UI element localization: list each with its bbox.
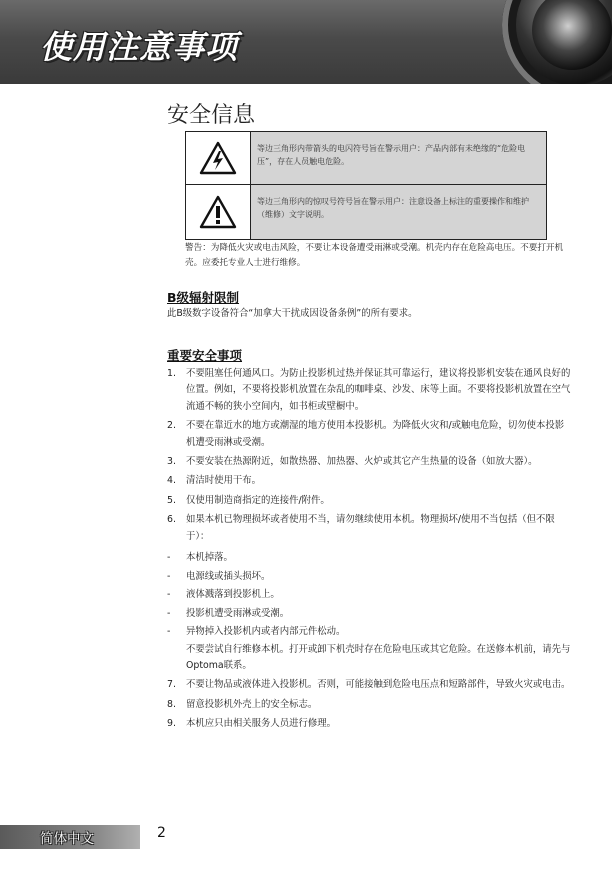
item-text: 本机应只由相关服务人员进行修理。 (186, 718, 337, 730)
item-text: 仅使用制造商指定的连接件/附件。 (186, 494, 330, 506)
bullet-dash: - (167, 589, 171, 601)
safety-instructions-list (167, 366, 572, 736)
list-item (167, 366, 572, 415)
item-text: 如果本机已物理损坏或者使用不当，请勿继续使用本机。物理损坏/使用不当包括（但不限于）： (186, 514, 555, 542)
sub-list-item (167, 586, 572, 605)
footer-language-label: 简体中文 (40, 831, 94, 847)
list-item (167, 677, 572, 693)
item-number: 4. (167, 475, 176, 487)
sub-list-item (167, 568, 572, 587)
sub-list-item (167, 623, 572, 642)
radiation-text: 此B级数字设备符合“加拿大干扰成因设备条例”的所有要求。 (167, 308, 418, 319)
item-number: 3. (167, 456, 176, 468)
warning-row-text: 等边三角形内的惊叹号符号旨在警示用户：注意设备上标注的重要操作和维护（维修）文字说明。 (251, 185, 546, 239)
list-item (167, 697, 572, 713)
bullet-dash: - (167, 626, 171, 638)
warning-row (186, 132, 546, 185)
sub-item-text: 液体溅落到投影机上。 (186, 589, 280, 601)
bullet-dash: - (167, 552, 171, 564)
repair-note: 不要尝试自行维修本机。打开或卸下机壳时存在危险电压或其它危险。在送修本机前，请先与Optoma联系。 (186, 643, 571, 671)
item-text: 清洁时使用干布。 (186, 475, 262, 487)
item-text: 留意投影机外壳上的安全标志。 (186, 698, 318, 710)
sub-item-text: 电源线或插头损坏。 (186, 570, 271, 582)
damage-sub-list (167, 549, 572, 642)
item-text: 不要让物品或液体进入投影机。否则，可能接触到危险电压点和短路部件，导致火灾或电击。 (186, 679, 571, 691)
item-text: 不要阻塞任何通风口。为防止投影机过热并保证其可靠运行，建议将投影机安装在通风良好的位置。例如，不要将投影机放置在杂乱的咖啡桌、沙发、床等上面。不要将投影机放置在空气流通不畅的狭小空间内，如书柜或壁橱中。 (186, 368, 571, 412)
item-text: 不要在靠近水的地方或潮湿的地方使用本投影机。为降低火灾和/或触电危险，切勿使本投影机遭受雨淋或受潮。 (186, 420, 565, 448)
page-number: 2 (157, 825, 166, 841)
list-item (167, 716, 572, 732)
item-number: 2. (167, 420, 176, 432)
bullet-dash: - (167, 570, 171, 582)
section-title: 安全信息 (167, 103, 256, 128)
list-item (167, 454, 572, 470)
item-number: 7. (167, 679, 176, 691)
warning-row-text: 等边三角形内带箭头的电闪符号旨在警示用户：产品内部有未绝缘的“危险电压”，存在人员触电危险。 (251, 132, 546, 184)
radiation-heading: B级辐射限制 (167, 290, 240, 305)
list-item (167, 418, 572, 451)
list-item (167, 473, 572, 489)
warning-label: 警告： (185, 243, 211, 253)
lightning-triangle-icon (186, 132, 251, 184)
warning-symbol-table (185, 131, 547, 240)
item-text: 不要安装在热源附近，如散热器、加热器、火炉或其它产生热量的设备（如放大器）。 (186, 456, 538, 468)
item-number: 1. (167, 368, 176, 379)
important-safety-heading: 重要安全事项 (167, 348, 243, 363)
sub-list-item (167, 549, 572, 568)
header-title: 使用注意事项 (40, 28, 239, 66)
sub-list-item (167, 605, 572, 624)
sub-item-text: 投影机遭受雨淋或受潮。 (186, 607, 290, 619)
item-number: 5. (167, 494, 176, 506)
sub-item-text: 异物掉入投影机内或者内部元件松动。 (186, 626, 346, 638)
page-header (0, 0, 612, 84)
bullet-dash: - (167, 607, 171, 619)
item-number: 9. (167, 718, 176, 730)
warning-paragraph (185, 241, 575, 271)
sub-item-text: 本机掉落。 (186, 552, 233, 564)
list-item (167, 493, 572, 509)
warning-text: 为降低火灾或电击风险，不要让本设备遭受雨淋或受潮。机壳内存在危险高电压。不要打开机壳。应委托专业人士进行维修。 (185, 243, 564, 268)
item-number: 6. (167, 514, 176, 526)
list-item (167, 512, 572, 545)
item-number: 8. (167, 698, 176, 710)
exclamation-triangle-icon (186, 185, 251, 239)
warning-row (186, 185, 546, 239)
